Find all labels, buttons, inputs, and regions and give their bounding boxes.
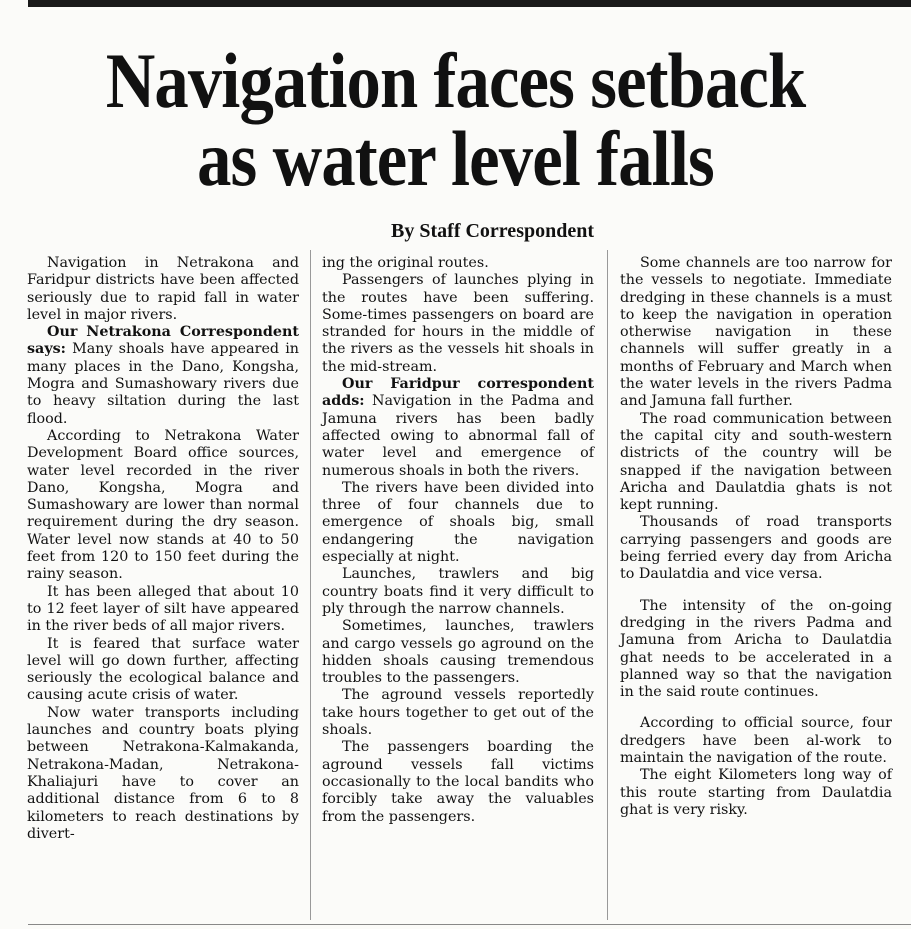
paragraph-text: Many shoals have appeared in many places in the Dano, Kongsha, Mogra and Sumashowary rivers due to heavy siltation during the last flood. — [27, 341, 299, 427]
paragraph: According to official source, four dredgers have been al-work to maintain the navigation of the route. — [620, 715, 892, 767]
paragraph: It has been alleged that about 10 to 12 feet layer of silt have appeared in the river beds of all major rivers. — [27, 583, 299, 635]
correspondent-lead: Our Netrakona Correspondent says: — [27, 324, 299, 358]
paragraph: According to Netrakona Water Development Board office sources, water level recorded in the river Dano, Kongsha, Mogra and Sumashowary are lower than normal requirement during the dry season. Water level now stands at 40 to 50 feet from 120 to 150 feet during the rainy season. — [27, 427, 299, 583]
paragraph: It is feared that surface water level will go down further, affecting seriously the ecological balance and causing acute crisis of water. — [27, 635, 299, 704]
paragraph: The rivers have been divided into three of four channels due to emergence of shoals big, small endangering the navigation especially at night. — [322, 479, 594, 566]
paragraph: The eight Kilometers long way of this route starting from Daulatdia ghat is very risky. — [620, 767, 892, 818]
bottom-rule — [28, 924, 911, 925]
paragraph: Now water transports including launches and country boats plying between Netrakona-Kalmakanda, Netrakona-Madan, Netrakona-Khaliajuri have to cover an additional distance from 6 to 8 kilometers to reach destinations by divert- — [27, 704, 299, 842]
paragraph: Passengers of launches plying in the routes have been suffering. Some-times passengers on board are stranded for hours in the middle of the rivers as the vessels hit shoals in the mid-stream. — [322, 272, 594, 375]
paragraph: The passengers boarding the aground vessels fall victims occasionally to the local bandits who forcibly take away the valuables from the passengers. — [322, 739, 594, 825]
column-divider — [310, 250, 311, 920]
paragraph: The road communication between the capital city and south-western districts of the country will be snapped if the navigation between Aricha and Daulatdia ghats is not kept running. — [620, 410, 892, 514]
paragraph — [27, 324, 299, 428]
paragraph: Some channels are too narrow for the vessels to negotiate. Immediate dredging in these channels is a must to keep the navigation in operation otherwise navigation in these channels will suffer greatly in a months of February and March when the water levels in the rivers Padma and Jamuna fall further. — [620, 255, 892, 410]
paragraph: Sometimes, launches, trawlers and cargo vessels go aground on the hidden shoals causing tremendous troubles to the passengers. — [322, 618, 594, 687]
headline-line-2: as water level falls — [197, 115, 714, 202]
article-column-2 — [322, 255, 594, 826]
headline — [55, 37, 857, 202]
paragraph: ing the original routes. — [322, 255, 489, 271]
paragraph: Thousands of road transports carrying passengers and goods are being ferried every day from Aricha to Daulatdia and vice versa. — [620, 514, 892, 583]
top-rule — [28, 0, 911, 7]
paragraph-text: Navigation in the Padma and Jamuna rivers has been badly affected owing to abnormal fall of water level and emergence of numerous shoals in both the rivers. — [322, 393, 594, 479]
correspondent-lead: Our Faridpur correspondent adds: — [322, 376, 594, 410]
paragraph — [322, 376, 594, 480]
paragraph: The intensity of the on-going dredging in the rivers Padma and Jamuna from Aricha to Daulatdia ghat needs to be accelerated in a planned way so that the navigation in the said route continues. — [620, 597, 892, 701]
paragraph: Launches, trawlers and big country boats find it very difficult to ply through the narrow channels. — [322, 566, 594, 617]
paragraph: Navigation in Netrakona and Faridpur districts have been affected seriously due to rapid fall in water level in major rivers. — [27, 255, 299, 323]
article-column-3 — [620, 255, 892, 819]
column-divider — [607, 250, 608, 920]
headline-line-1: Navigation faces setback — [105, 37, 806, 124]
paragraph: The aground vessels reportedly take hours together to get out of the shoals. — [322, 687, 594, 739]
byline: By Staff Correspondent — [391, 220, 594, 242]
article-column-1 — [27, 255, 299, 843]
